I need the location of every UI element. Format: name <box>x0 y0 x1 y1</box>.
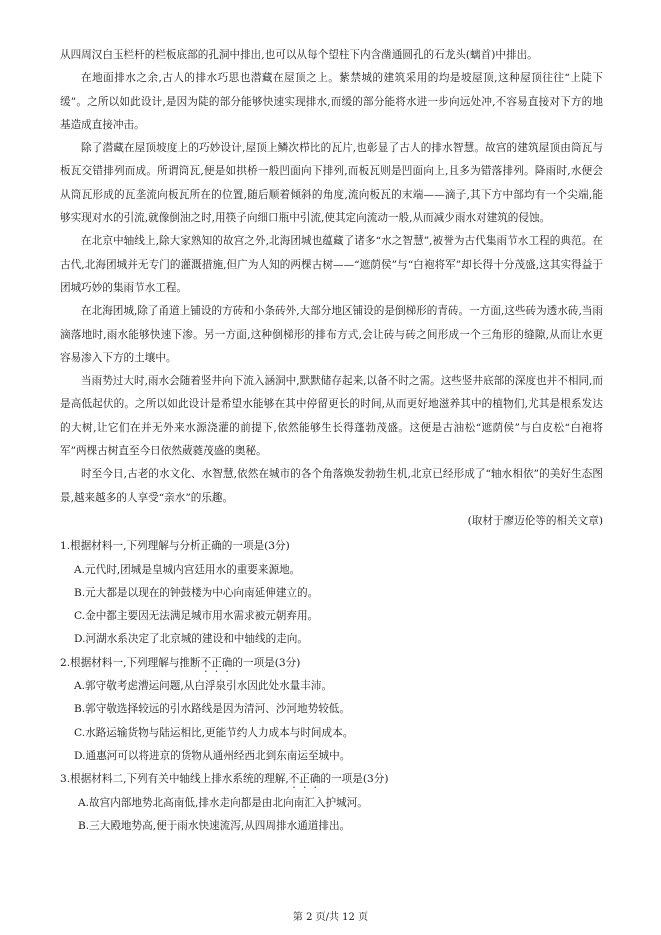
emphasis-text: 不正确 <box>288 773 321 786</box>
option-a: A.元代时,团城是皇城内宫廷用水的重要来源地。 <box>74 563 301 576</box>
page-footer: 第 2 页/共 12 页 <box>292 912 369 923</box>
question-stem-text: 的一项是 <box>232 656 275 669</box>
paragraph-1: 从四周汉白玉栏杆的栏板底部的孔洞中排出,也可以从每个望柱下内含凿通圆孔的石龙头(螭首)中排出。 <box>60 49 538 61</box>
paragraph-5: 在北海团城,除了甬道上铺设的方砖和小条砖外,大部分地区铺设的是倒梯形的青砖。一方面,这些砖为透水砖,当雨滴落地时,雨水能够快速下渗。另一方面,这种倒梯形的排布方式,会让砖与砖之间形成一个三角形的缝隙,从而让水更容易渗入下方的土壤中。 <box>60 305 603 364</box>
option-a: A.郭守敬考虑漕运问题,从白浮泉引水因此处水量丰沛。 <box>74 680 333 693</box>
paragraph-6: 当雨势过大时,雨水会随着竖井向下流入涵洞中,默默储存起来,以备不时之需。这些竖井底部的深度也并不相同,而是高低起伏的。之所以如此设计是希望水能够在其中停留更长的时间,从而更好地滋养其中的植物们,尤其是根系发达的大树,让它们在并无外来水源浇灌的前提下,依然能够生长得蓬勃茂盛。这便是古油松“遮荫侯”与白皮松“白袍将军”两棵古树直至今日依然葳蕤茂盛的奥秘。 <box>60 375 603 458</box>
option-c: C.金中都主要因无法满足城市用水需求被元朝弃用。 <box>74 610 319 623</box>
option-d: D.通惠河可以将进京的货物从通州经西北到东南运至城中。 <box>74 749 351 762</box>
question-stem-text: 2.根据材料一,下列理解与推断 <box>60 656 201 669</box>
question-stem-text: 3.根据材料二,下列有关中轴线上排水系统的理解, <box>60 773 289 786</box>
paragraph-4: 在北京中轴线上,除大家熟知的故宫之外,北海团城也蕴藏了诸多“水之智慧”,被誉为古代集雨节水工程的典范。在古代,北海团城并无专门的灌溉措施,但广为人知的两棵古树——“遮荫侯”与“白袍将军”却长得十分茂盛,这其实得益于团城巧妙的集雨节水工程。 <box>60 235 603 294</box>
article-body <box>60 44 603 838</box>
question-stem <box>60 652 603 675</box>
question-3 <box>60 768 603 838</box>
option-b: B.郭守敬选择较远的引水路线是因为清河、沙河地势较低。 <box>74 703 350 716</box>
option-a: A.故宫内部地势北高南低,排水走向都是由北向南汇入护城河。 <box>78 796 368 809</box>
source-note: (取材于廖迈伦等的相关文章) <box>467 514 603 527</box>
option-d: D.河湖水系决定了北京城的建设和中轴线的走向。 <box>74 633 308 646</box>
question-stem-text: 的一项是 <box>320 773 363 786</box>
question-stem <box>60 535 603 558</box>
option-b: B.元大都是以现在的钟鼓楼为中心向南延伸建立的。 <box>74 586 319 599</box>
question-score: (3分) <box>274 656 301 669</box>
emphasis-text: 不正确 <box>200 656 233 669</box>
question-score: (3分) <box>264 540 290 553</box>
question-stem-text: 1.根据材料一,下列理解与分析正确的一项是 <box>60 540 265 553</box>
paragraph-3: 除了潜藏在屋顶坡度上的巧妙设计,屋顶上鳞次栉比的瓦片,也彰显了古人的排水智慧。故宫的建筑屋顶由筒瓦与板瓦交错排列而成。所谓筒瓦,便是如拱桥一般凹面向下排列,而板瓦则是凹面向上,且多为错落排列。降雨时,水便会从筒瓦形成的瓦垄流向板瓦所在的位置,随后顺着倾斜的角度,流向板瓦的末端——滴子,其下方中部均有一个尖端,能够实现对水的引流,就像倒油之时,用筷子向细口瓶中引流,使其定向流动一般,从而减少雨水对建筑的侵蚀。 <box>60 142 603 225</box>
question-1 <box>60 535 603 651</box>
question-2 <box>60 652 603 768</box>
option-c: C.水路运输货物与陆运相比,更能节约人力成本与时间成本。 <box>74 726 354 739</box>
paragraph-2: 在地面排水之余,古人的排水巧思也潜藏在屋顶之上。紫禁城的建筑采用的均是坡屋顶,这种屋顶往往“上陡下缓”。之所以如此设计,是因为陡的部分能够快速实现排水,而缓的部分能将水进一步向远处冲,不容易直接对下方的地基造成直接冲击。 <box>60 72 603 131</box>
option-b: B.三大殿地势高,便于雨水快速流泻,从四周排水通道排出。 <box>78 819 351 832</box>
question-score: (3分) <box>362 773 389 786</box>
paragraph-7: 时至今日,古老的水文化、水智慧,依然在城市的各个角落焕发勃勃生机,北京已经形成了“轴水相依”的美好生态图景,越来越多的人享受“亲水”的乐趣。 <box>60 468 603 504</box>
question-stem <box>60 768 603 791</box>
